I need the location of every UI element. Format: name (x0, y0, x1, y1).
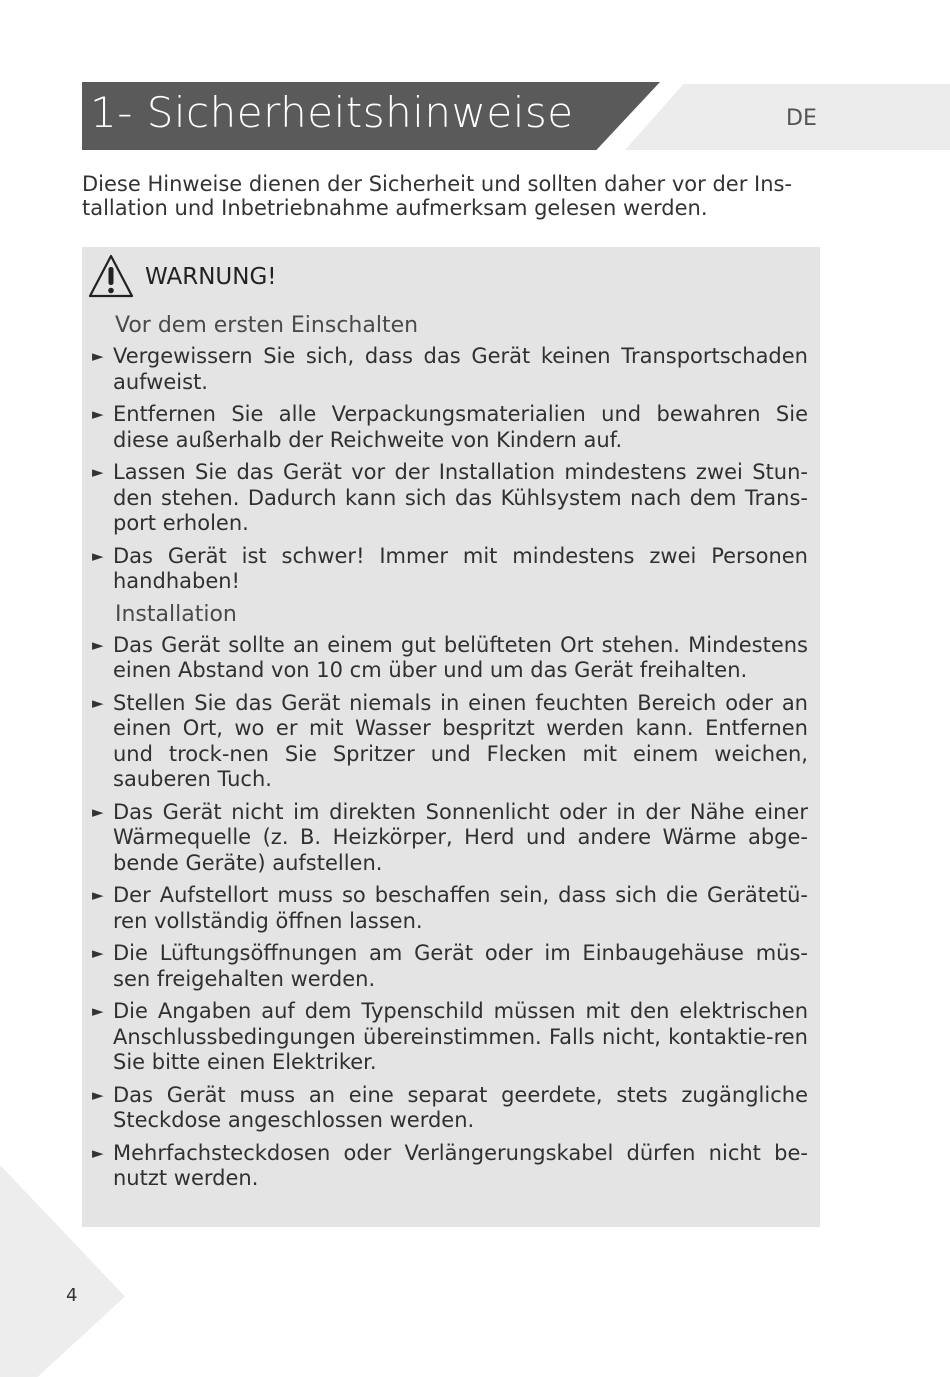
bullet-arrow-icon: ► (92, 347, 104, 365)
bullet-arrow-icon: ► (92, 693, 104, 712)
list-item-text: Stellen Sie das Gerät niemals in einen feuchten Bereich oder an einen Ort, wo er mit Wasser bespritzt werden kann. Entfernen und trock-nen Sie Spritzer und Flecken mit einem weichen, sauberen Tuch. (113, 690, 808, 791)
list-item (90, 800, 808, 877)
list-item (90, 1141, 808, 1192)
bullet-arrow-icon: ► (92, 944, 104, 962)
page-number: 4 (66, 1285, 78, 1306)
list-item-text: Das Gerät sollte an einem gut belüfteten Ort stehen. Mindestens einen Abstand von 10 cm über und um das Gerät freihalten. (113, 632, 808, 682)
section-before-first-use (90, 313, 808, 595)
list-item (90, 691, 808, 793)
list-item (90, 633, 808, 684)
list-item-text: Entfernen Sie alle Verpackungsmaterialien und bewahren Sie diese außerhalb der Reichweite von Kindern auf. (113, 402, 808, 452)
list-item-text: Der Aufstellort muss so beschaffen sein, dass sich die Gerätetü-ren vollständig öffnen lassen. (113, 883, 808, 933)
list-item-text: Die Lüftungsöffnungen am Gerät oder im Einbaugehäuse müs-sen freigehalten werden. (113, 941, 808, 991)
list-item-text: Mehrfachsteckdosen oder Verlängerungskabel dürfen nicht be-nutzt werden. (113, 1140, 808, 1190)
list-item (90, 1083, 808, 1134)
bullet-arrow-icon: ► (92, 463, 104, 481)
list-item-text: Das Gerät ist schwer! Immer mit mindestens zwei Personen handhaben! (113, 543, 808, 593)
section-heading: Installation (115, 601, 237, 627)
bullet-arrow-icon: ► (92, 1143, 104, 1162)
bullet-arrow-icon: ► (92, 635, 104, 654)
list-item (90, 941, 808, 992)
list-item (90, 344, 808, 395)
language-label: DE (786, 106, 817, 131)
list-item (90, 544, 808, 595)
section-heading: Vor dem ersten Einschalten (115, 313, 419, 338)
warning-triangle-icon (86, 252, 136, 300)
list-item (90, 402, 808, 453)
list-item (90, 883, 808, 934)
list-item (90, 460, 808, 537)
bullet-arrow-icon: ► (92, 802, 104, 821)
warning-label: WARNUNG! (145, 264, 277, 290)
section-installation (90, 602, 808, 1192)
bullet-arrow-icon: ► (92, 1085, 104, 1104)
bullet-arrow-icon: ► (92, 405, 104, 423)
list-item-text: Das Gerät nicht im direkten Sonnenlicht oder in der Nähe einer Wärmequelle (z. B. Heizkörper, Herd und andere Wärme abge-bende Geräte) aufstellen. (113, 799, 808, 875)
list-item (90, 999, 808, 1076)
list-item-text: Das Gerät muss an eine separat geerdete, stets zugängliche Steckdose angeschlossen werden. (113, 1082, 808, 1132)
list-item-text: Lassen Sie das Gerät vor der Installation mindestens zwei Stun-den stehen. Dadurch kann sich das Kühlsystem nach dem Trans-port erholen. (113, 460, 808, 535)
bullet-arrow-icon: ► (92, 546, 104, 565)
warning-content (90, 313, 808, 1199)
page-title: 1- Sicherheitshinweise (90, 88, 574, 137)
list-item-text: Die Angaben auf dem Typenschild müssen mit den elektrischen Anschlussbedingungen übereinstimmen. Falls nicht, kontaktie-ren Sie bitte einen Elektriker. (113, 999, 808, 1074)
list-item-text: Vergewissern Sie sich, dass das Gerät keinen Transportschaden aufweist. (113, 344, 808, 394)
intro-text: Diese Hinweise dienen der Sicherheit und sollten daher vor der Ins-tallation und Inbetriebnahme aufmerksam gelesen werden. (82, 172, 793, 220)
bullet-arrow-icon: ► (92, 1002, 104, 1020)
bullet-arrow-icon: ► (92, 886, 104, 904)
